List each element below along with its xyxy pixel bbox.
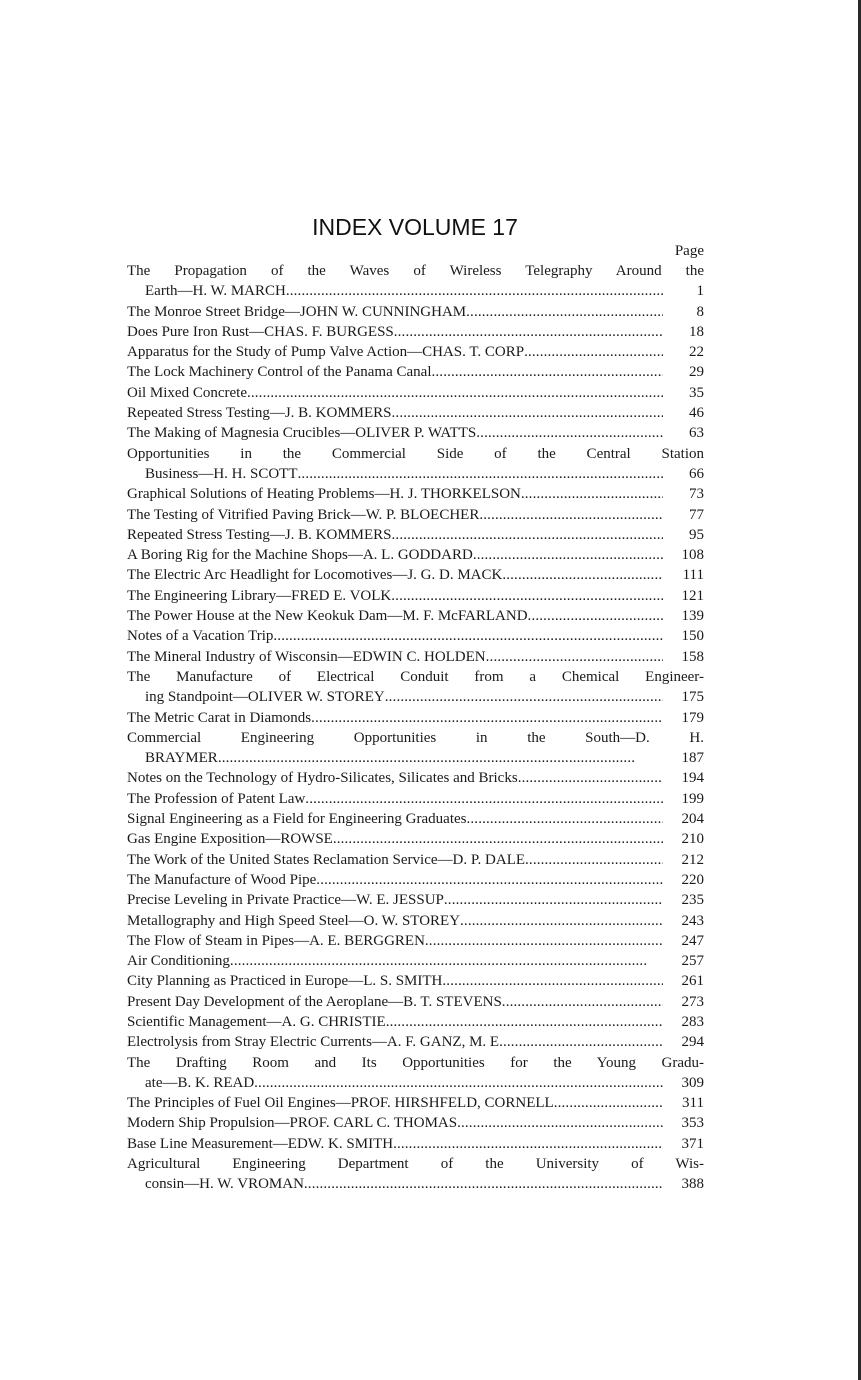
page-number: 46 [689, 405, 704, 422]
dot-leader [476, 423, 663, 443]
index-entry [127, 992, 704, 1012]
index-entry [127, 789, 704, 809]
dot-leader [311, 708, 663, 728]
dot-leader [273, 626, 663, 646]
entry-title: Apparatus for the Study of Pump Valve Action—CHAS. T. CORP [127, 344, 525, 361]
index-entry [127, 626, 704, 646]
page-number: 158 [681, 648, 704, 665]
dot-leader [432, 362, 664, 382]
page-number: 139 [681, 608, 704, 625]
entry-title: Air Conditioning [127, 953, 230, 970]
dot-leader [457, 1113, 663, 1133]
entry-title: Gas Engine Exposition—ROWSE [127, 831, 333, 848]
index-entry [127, 1073, 704, 1093]
page-number: 1 [696, 283, 704, 300]
entry-title: ate—B. K. READ [145, 1074, 255, 1091]
entry-title: Does Pure Iron Rust—CHAS. F. BURGESS [127, 323, 394, 340]
page-number: 194 [681, 770, 704, 787]
page-number: 77 [689, 506, 704, 523]
index-entry [127, 281, 704, 301]
page-number: 257 [681, 953, 704, 970]
index-entry-line [127, 444, 704, 464]
index-entry [127, 768, 704, 788]
page-number: 66 [689, 465, 704, 482]
index-entry [127, 586, 704, 606]
page-number: 283 [681, 1013, 704, 1030]
dot-leader [460, 911, 663, 931]
page-number: 121 [681, 587, 704, 604]
entry-title: The Drafting Room and Its Opportunities for the Young Gradu- [127, 1054, 704, 1071]
dot-leader [230, 951, 663, 971]
page-number: 18 [689, 323, 704, 340]
page-number: 175 [681, 689, 704, 706]
page-number: 353 [681, 1115, 704, 1132]
page-number: 150 [681, 628, 704, 645]
dot-leader [473, 545, 663, 565]
index-entry-line [127, 1053, 704, 1073]
dot-leader [502, 565, 663, 585]
index-entry [127, 870, 704, 890]
dot-leader [502, 992, 663, 1012]
page-number: 294 [681, 1034, 704, 1051]
entry-title: The Work of the United States Reclamation Service—D. P. DALE [127, 851, 526, 868]
dot-leader [467, 809, 664, 829]
page-number: 311 [682, 1095, 704, 1112]
index-entry [127, 748, 704, 768]
page-number: 309 [681, 1074, 704, 1091]
page-number: 247 [681, 932, 704, 949]
dot-leader [486, 647, 663, 667]
index-entry [127, 423, 704, 443]
entry-title: Opportunities in the Commercial Side of the Central Station [127, 445, 704, 462]
dot-leader [392, 403, 663, 423]
page-column-header: Page [674, 243, 704, 259]
dot-leader [386, 1012, 663, 1032]
entry-title: The Electric Arc Headlight for Locomotives—J. G. D. MACK [127, 567, 503, 584]
dot-leader [218, 748, 663, 768]
index-entry [127, 484, 704, 504]
page-number: 199 [681, 790, 704, 807]
dot-leader [518, 768, 663, 788]
entry-title: Repeated Stress Testing—J. B. KOMMERS [127, 526, 392, 543]
index-entry [127, 708, 704, 728]
index-entry-line [127, 261, 704, 281]
index-entry [127, 322, 704, 342]
dot-leader [525, 850, 663, 870]
index-entry [127, 1032, 704, 1052]
entry-title: Notes of a Vacation Trip [127, 628, 274, 645]
page-number: 35 [689, 384, 704, 401]
index-entry [127, 1134, 704, 1154]
page-number: 179 [681, 709, 704, 726]
dot-leader [298, 464, 663, 484]
entry-title: The Propagation of the Waves of Wireless Telegraphy Around the [127, 263, 704, 279]
index-entry [127, 464, 704, 484]
entry-title: City Planning as Practiced in Europe—L. S. SMITH [127, 973, 443, 990]
page-number: 204 [681, 811, 704, 828]
index-entry [127, 647, 704, 667]
entry-title: The Engineering Library—FRED E. VOLK [127, 587, 392, 604]
page-number: 235 [681, 892, 704, 909]
entry-title: The Power House at the New Keokuk Dam—M. F. McFARLAND [127, 608, 528, 625]
entry-title: The Manufacture of Wood Pipe [127, 871, 317, 888]
page-number: 210 [681, 831, 704, 848]
index-entry [127, 545, 704, 565]
index-entry [127, 809, 704, 829]
index-entry [127, 362, 704, 382]
page-number: 388 [681, 1176, 704, 1193]
entry-title: Scientific Management—A. G. CHRISTIE [127, 1013, 386, 1030]
index-list [127, 261, 704, 1195]
index-entry [127, 505, 704, 525]
index-entry [127, 850, 704, 870]
page-number: 187 [681, 750, 704, 767]
index-entry [127, 911, 704, 931]
page-number: 220 [681, 871, 704, 888]
dot-leader [391, 586, 663, 606]
index-entry [127, 951, 704, 971]
index-entry [127, 606, 704, 626]
page-number: 111 [682, 567, 704, 584]
entry-title: Notes on the Technology of Hydro-Silicates, Silicates and Bricks [127, 770, 518, 787]
page-number: 8 [696, 303, 704, 320]
page-number: 371 [681, 1135, 704, 1152]
page-number: 108 [681, 547, 704, 564]
dot-leader [524, 342, 663, 362]
entry-title: Repeated Stress Testing—J. B. KOMMERS [127, 405, 392, 422]
dot-leader [316, 870, 663, 890]
dot-leader [305, 789, 663, 809]
entry-title: Present Day Development of the Aeroplane—B. T. STEVENS [127, 993, 502, 1010]
page-number: 95 [689, 526, 704, 543]
index-entry [127, 687, 704, 707]
index-entry [127, 971, 704, 991]
entry-title: consin—H. W. VROMAN [145, 1176, 304, 1193]
dot-leader [521, 484, 663, 504]
page-number: 273 [681, 993, 704, 1010]
dot-leader [444, 890, 663, 910]
dot-leader [385, 687, 663, 707]
index-entry [127, 525, 704, 545]
entry-title: Oil Mixed Concrete [127, 384, 247, 401]
dot-leader [247, 383, 663, 403]
entry-title: Modern Ship Propulsion—PROF. CARL C. THOMAS [127, 1115, 458, 1132]
index-entry [127, 342, 704, 362]
dot-leader [392, 525, 663, 545]
entry-title: Metallography and High Speed Steel—O. W. STOREY [127, 912, 461, 929]
entry-title: The Lock Machinery Control of the Panama Canal [127, 364, 432, 381]
index-entry [127, 1174, 704, 1194]
index-entry [127, 1113, 704, 1133]
entry-title: Graphical Solutions of Heating Problems—H. J. THORKELSON [127, 486, 521, 503]
entry-title: The Flow of Steam in Pipes—A. E. BERGGREN [127, 932, 425, 949]
entry-title: A Boring Rig for the Machine Shops—A. L. GODDARD [127, 547, 473, 564]
entry-title: The Mineral Industry of Wisconsin—EDWIN C. HOLDEN [127, 648, 486, 665]
page-number: 212 [681, 851, 704, 868]
entry-title: The Monroe Street Bridge—JOHN W. CUNNINGHAM [127, 303, 467, 320]
dot-leader [466, 302, 663, 322]
page-title: INDEX VOLUME 17 [312, 214, 518, 240]
index-entry-line [127, 1154, 704, 1174]
dot-leader [528, 606, 663, 626]
page-number: 73 [689, 486, 704, 503]
dot-leader [286, 281, 663, 301]
dot-leader [554, 1093, 663, 1113]
index-entry [127, 403, 704, 423]
index-entry-line [127, 667, 704, 687]
page-number: 243 [681, 912, 704, 929]
dot-leader [304, 1174, 663, 1194]
entry-title: Commercial Engineering Opportunities in the South—D. H. [127, 729, 704, 746]
entry-title: Signal Engineering as a Field for Engineering Graduates [127, 811, 467, 828]
entry-title: The Profession of Patent Law [127, 790, 306, 807]
entry-title: BRAYMER [145, 750, 218, 767]
dot-leader [393, 1134, 663, 1154]
page-number: 29 [689, 364, 704, 381]
index-entry [127, 1012, 704, 1032]
dot-leader [425, 931, 663, 951]
index-entry [127, 565, 704, 585]
entry-title: The Principles of Fuel Oil Engines—PROF. HIRSHFELD, CORNELL [127, 1095, 554, 1112]
dot-leader [254, 1073, 663, 1093]
dot-leader [479, 505, 663, 525]
page-number: 261 [681, 973, 704, 990]
index-entry [127, 890, 704, 910]
entry-title: Agricultural Engineering Department of the University of Wis- [127, 1156, 704, 1173]
index-entry [127, 302, 704, 322]
page-number: 63 [689, 425, 704, 442]
entry-title: Base Line Measurement—EDW. K. SMITH [127, 1135, 394, 1152]
entry-title: The Making of Magnesia Crucibles—OLIVER P. WATTS [127, 425, 477, 442]
index-entry [127, 383, 704, 403]
entry-title: Earth—H. W. MARCH [145, 283, 286, 300]
dot-leader [442, 971, 663, 991]
page-number: 22 [689, 344, 704, 361]
entry-title: Precise Leveling in Private Practice—W. E. JESSUP [127, 892, 444, 909]
entry-title: The Metric Carat in Diamonds [127, 709, 312, 726]
entry-title: The Manufacture of Electrical Conduit from a Chemical Engineer- [127, 668, 704, 685]
dot-leader [333, 829, 663, 849]
index-entry [127, 829, 704, 849]
entry-title: Electrolysis from Stray Electric Currents—A. F. GANZ, M. E [127, 1034, 500, 1051]
dot-leader [394, 322, 663, 342]
index-entry [127, 1093, 704, 1113]
entry-title: The Testing of Vitrified Paving Brick—W. P. BLOECHER [127, 506, 480, 523]
entry-title: Business—H. H. SCOTT [145, 465, 298, 482]
dot-leader [499, 1032, 663, 1052]
entry-title: ing Standpoint—OLIVER W. STOREY [145, 689, 385, 706]
index-entry-line [127, 728, 704, 748]
index-entry [127, 931, 704, 951]
